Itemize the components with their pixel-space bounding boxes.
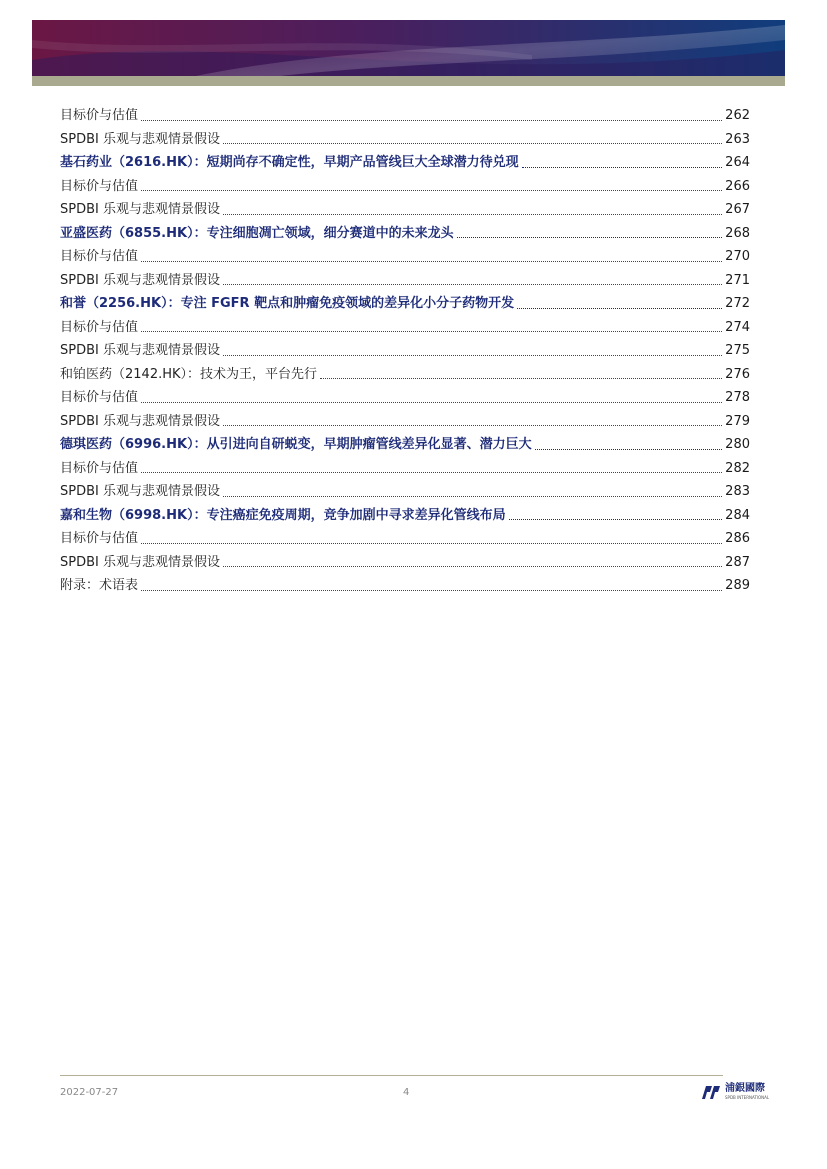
toc-entry-label: SPDBI 乐观与悲观情景假设 (60, 272, 220, 288)
toc-entry-subsection[interactable] (60, 198, 750, 222)
toc-dot-leader (223, 214, 722, 215)
toc-dot-leader (509, 519, 723, 520)
toc-entry-page: 262 (725, 108, 750, 123)
toc-entry-company[interactable] (60, 292, 750, 316)
toc-entry-label: 目标价与估值 (60, 460, 139, 476)
toc-entry-subsection[interactable] (60, 527, 750, 551)
toc-entry-label: SPDBI 乐观与悲观情景假设 (60, 413, 220, 429)
toc-dot-leader (141, 331, 722, 332)
toc-entry-subsection[interactable] (60, 175, 750, 199)
toc-dot-leader (141, 190, 722, 191)
toc-entry-subsection[interactable] (60, 457, 750, 481)
toc-entry-label: 和铂医药（2142.HK）：技术为王，平台先行 (60, 366, 318, 382)
toc-entry-subsection[interactable] (60, 128, 750, 152)
toc-entry-page: 279 (725, 413, 750, 429)
toc-entry-page: 271 (725, 272, 750, 288)
toc-entry-page: 266 (725, 178, 750, 194)
toc-entry-label: SPDBI 乐观与悲观情景假设 (60, 202, 220, 217)
spdb-logo-mark-icon (700, 1083, 722, 1101)
toc-entry-subsection[interactable] (60, 551, 750, 575)
toc-dot-leader (517, 308, 722, 309)
footer-page-number: 4 (403, 1087, 410, 1098)
toc-dot-leader (141, 261, 722, 262)
toc-dot-leader (223, 143, 722, 144)
toc-entry-label: SPDBI 乐观与悲观情景假设 (60, 131, 220, 147)
footer-divider (60, 1075, 723, 1076)
toc-entry-page: 286 (725, 531, 750, 546)
toc-entry-label: 和誉（2256.HK）：专注 FGFR 靶点和肿瘤免疫领域的差异化小分子药物开发 (60, 296, 515, 311)
toc-dot-leader (223, 566, 722, 567)
toc-entry-label: SPDBI 乐观与悲观情景假设 (60, 484, 220, 499)
toc-entry-page: 276 (725, 366, 750, 382)
toc-entry-subsection[interactable] (60, 269, 750, 293)
toc-entry-page: 270 (725, 249, 750, 264)
toc-entry-page: 283 (725, 484, 750, 499)
toc-entry-label: 附录：术语表 (60, 578, 139, 593)
toc-entry-company[interactable] (60, 504, 750, 528)
toc-entry-label: 目标价与估值 (60, 108, 139, 123)
toc-entry-page: 289 (725, 578, 750, 593)
toc-entry-page: 274 (725, 319, 750, 335)
toc-entry-label: 亚盛医药（6855.HK）：专注细胞凋亡领域，细分赛道中的未来龙头 (60, 225, 454, 241)
toc-entry-subsection[interactable] (60, 410, 750, 434)
logo-chinese-name: 浦銀國際 (725, 1083, 765, 1094)
toc-entry-subsection[interactable] (60, 574, 750, 598)
toc-entry-page: 284 (725, 507, 750, 523)
toc-dot-leader (457, 237, 723, 238)
toc-entry-company[interactable] (60, 433, 750, 457)
toc-entry-label: SPDBI 乐观与悲观情景假设 (60, 554, 220, 570)
toc-entry-page: 264 (725, 155, 750, 170)
toc-dot-leader (223, 355, 722, 356)
toc-entry-label: SPDBI 乐观与悲观情景假设 (60, 343, 220, 358)
toc-dot-leader (223, 425, 722, 426)
toc-entry-label: 目标价与估值 (60, 319, 139, 335)
toc-entry-label: 目标价与估值 (60, 249, 139, 264)
toc-dot-leader (223, 284, 722, 285)
toc-entry-page: 268 (725, 225, 750, 241)
toc-dot-leader (535, 449, 723, 450)
spdb-logo (700, 1082, 772, 1102)
toc-entry-page: 282 (725, 460, 750, 476)
toc-entry-subsection[interactable] (60, 339, 750, 363)
toc-entry-page: 287 (725, 554, 750, 570)
toc-dot-leader (522, 167, 723, 168)
toc-dot-leader (141, 590, 722, 591)
toc-entry-subsection[interactable] (60, 386, 750, 410)
toc-dot-leader (141, 472, 722, 473)
header-banner-graphic (32, 20, 785, 86)
table-of-contents (60, 104, 750, 598)
logo-english-name: SPDB INTERNATIONAL (725, 1095, 770, 1100)
toc-entry-label: 嘉和生物（6998.HK）：专注癌症免疫周期，竞争加剧中寻求差异化管线布局 (60, 507, 506, 523)
toc-entry-page: 272 (725, 296, 750, 311)
toc-entry-page: 267 (725, 202, 750, 217)
header-banner (32, 20, 785, 86)
toc-entry-label: 目标价与估值 (60, 390, 139, 405)
toc-dot-leader (223, 496, 722, 497)
toc-entry-page: 263 (725, 131, 750, 147)
toc-entry-subsection[interactable] (60, 245, 750, 269)
toc-entry-subsection[interactable] (60, 363, 750, 387)
toc-entry-company[interactable] (60, 222, 750, 246)
footer-date: 2022-07-27 (60, 1087, 119, 1098)
toc-dot-leader (141, 543, 722, 544)
toc-entry-label: 德琪医药（6996.HK）：从引进向自研蜕变，早期肿瘤管线差异化显著、潜力巨大 (60, 437, 532, 452)
toc-entry-page: 278 (725, 390, 750, 405)
toc-entry-page: 280 (725, 437, 750, 452)
toc-dot-leader (141, 120, 722, 121)
toc-entry-label: 基石药业（2616.HK）：短期尚存不确定性，早期产品管线巨大全球潜力待兑现 (60, 155, 519, 170)
toc-entry-label: 目标价与估值 (60, 178, 139, 194)
toc-entry-subsection[interactable] (60, 104, 750, 128)
toc-dot-leader (320, 378, 722, 379)
toc-entry-subsection[interactable] (60, 480, 750, 504)
toc-entry-company[interactable] (60, 151, 750, 175)
toc-dot-leader (141, 402, 722, 403)
toc-entry-label: 目标价与估值 (60, 531, 139, 546)
toc-entry-subsection[interactable] (60, 316, 750, 340)
toc-entry-page: 275 (725, 343, 750, 358)
